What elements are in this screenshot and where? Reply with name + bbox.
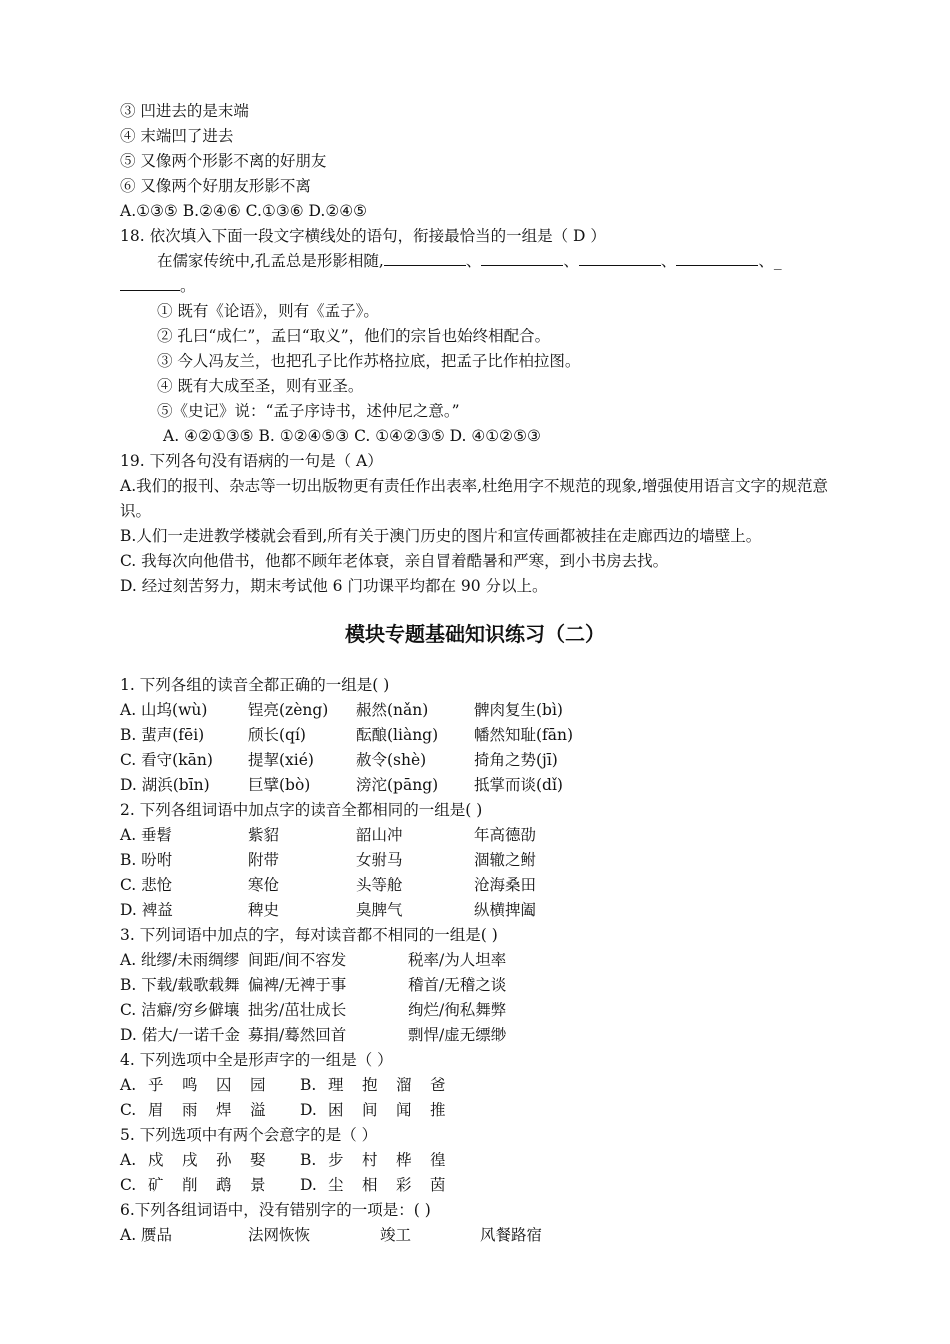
q1-option-d [120, 773, 838, 798]
option-word: C. 洁癖/穷乡僻壤 [120, 1001, 240, 1019]
option-letter: B. [300, 1151, 317, 1169]
option-char: 矿 [148, 1176, 164, 1194]
option-word: 提挈(xié) [248, 751, 314, 769]
option-item-5: ⑤ 又像两个形影不离的好朋友 [120, 152, 327, 170]
option-char: 眉 [148, 1101, 164, 1119]
q19-stem: 19. 下列各句没有语病的一句是（ A） [120, 452, 383, 470]
option-word: 抵掌而谈(dǐ) [474, 776, 563, 794]
option-word: 涸辙之鲋 [474, 851, 537, 869]
option-letter: A. [120, 1076, 137, 1094]
option-item-4: ④ 末端凹了进去 [120, 127, 234, 145]
option-word: A. 赝品 [120, 1226, 173, 1244]
q2-option-a [120, 823, 838, 848]
option-word: 紫貂 [248, 826, 280, 844]
option-char: 闻 [396, 1101, 412, 1119]
option-word: C. 看守(kān) [120, 751, 213, 769]
q3-stem: 3. 下列词语中加点的字，每对读音都不相同的一组是( ) [120, 926, 498, 944]
option-char: 村 [362, 1151, 378, 1169]
q3-option-a [120, 948, 838, 973]
option-word: 间距/间不容发 [248, 951, 347, 969]
option-word: C. 悲怆 [120, 876, 173, 894]
option-letter: B. [300, 1076, 317, 1094]
option-letter: D. [300, 1176, 317, 1194]
blank-separator: 、 [563, 252, 579, 270]
q18-item-3: ③ 今人冯友兰，也把孔子比作苏格拉底，把孟子比作柏拉图。 [157, 352, 581, 370]
option-word: 巨擘(bò) [248, 776, 311, 794]
fill-blank [120, 274, 180, 291]
q18-item-5: ⑤《史记》说：“孟子序诗书，述仲尼之意。” [157, 402, 460, 420]
q4-options-cd [120, 1098, 838, 1123]
option-word: 女驸马 [356, 851, 403, 869]
q4-stem: 4. 下列选项中全是形声字的一组是（ ） [120, 1051, 393, 1069]
option-word: 赦令(shè) [356, 751, 427, 769]
q1-option-a [120, 698, 838, 723]
option-item-3: ③ 凹进去的是末端 [120, 102, 249, 120]
option-word: 风餐路宿 [480, 1226, 543, 1244]
q5-options-cd [120, 1173, 838, 1198]
q3-option-d [120, 1023, 838, 1048]
option-word: 髀肉复生(bì) [474, 701, 563, 719]
option-char: 理 [328, 1076, 344, 1094]
q19-option-d: D. 经过刻苦努力，期末考试他 6 门功课平均都在 90 分以上。 [120, 577, 548, 595]
option-char: 园 [250, 1076, 266, 1094]
option-word: A. 垂髫 [120, 826, 173, 844]
q1-option-b [120, 723, 838, 748]
option-char: 间 [362, 1101, 378, 1119]
option-word: 臭脾气 [356, 901, 403, 919]
option-letter: C. [120, 1176, 137, 1194]
option-word: 附带 [248, 851, 280, 869]
option-char: 娶 [250, 1151, 266, 1169]
option-word: 酝酿(liàng) [356, 726, 439, 744]
q3-option-c [120, 998, 838, 1023]
option-word: 韶山冲 [356, 826, 403, 844]
q5-options-ab [120, 1148, 838, 1173]
q18-item-2: ② 孔曰“成仁”，孟曰“取义”，他们的宗旨也始终相配合。 [157, 327, 551, 345]
option-char: 尘 [328, 1176, 344, 1194]
option-word: B. 蜚声(fēi) [120, 726, 205, 744]
option-word: 募捐/蓦然回首 [248, 1026, 347, 1044]
q2-option-d [120, 898, 838, 923]
option-char: 雨 [182, 1101, 198, 1119]
option-word: 幡然知耻(fān) [474, 726, 574, 744]
option-word: 沧海桑田 [474, 876, 537, 894]
fill-blank [676, 249, 758, 266]
option-word: 剽悍/虚无缥缈 [408, 1026, 507, 1044]
passage-period: 。 [180, 277, 196, 295]
q1-option-c [120, 748, 838, 773]
option-word: 拙劣/茁壮成长 [248, 1001, 347, 1019]
option-word: 头等舱 [356, 876, 403, 894]
option-word: 年高德劭 [474, 826, 537, 844]
q18-passage-text: 在儒家传统中,孔孟总是形影相随, [157, 252, 384, 270]
q18-answer-choices: A. ④②①③⑤ B. ①②④⑤③ C. ①④②③⑤ D. ④①②⑤③ [163, 427, 541, 445]
option-word: 法网恢恢 [248, 1226, 311, 1244]
option-char: 孙 [216, 1151, 232, 1169]
option-word: A. 山坞(wù) [120, 701, 208, 719]
option-letter: A. [120, 1151, 137, 1169]
option-word: 赧然(nǎn) [356, 701, 429, 719]
fill-blank [579, 249, 661, 266]
option-char: 困 [328, 1101, 344, 1119]
option-char: 鸣 [182, 1076, 198, 1094]
q17-answer-choices: A.①③⑤ B.②④⑥ C.①③⑥ D.②④⑤ [120, 202, 368, 220]
option-word: 颀长(qí) [248, 726, 306, 744]
blank-separator: 、 [660, 252, 677, 270]
option-word: 竣工 [380, 1226, 412, 1244]
q19-option-c: C. 我每次向他借书，他都不顾年老体衰，亲自冒着酷暑和严寒，到小书房去找。 [120, 552, 669, 570]
option-char: 溢 [250, 1101, 266, 1119]
blank-separator: 、 [465, 252, 482, 270]
option-char: 焊 [216, 1101, 232, 1119]
q3-option-b [120, 973, 838, 998]
q18-stem: 18. 依次填入下面一段文字横线处的语句，衔接最恰当的一组是（ D ） [120, 227, 606, 245]
option-word: 滂沱(pāng) [356, 776, 439, 794]
option-word: 掎角之势(jī) [474, 751, 558, 769]
option-char: 推 [430, 1101, 446, 1119]
blank-separator: 、_ [758, 252, 782, 270]
q2-option-b [120, 848, 838, 873]
option-char: 溜 [396, 1076, 412, 1094]
q18-passage [157, 249, 838, 274]
q18-item-1: ① 既有《论语》，则有《孟子》。 [157, 302, 379, 320]
option-word: 稗史 [248, 901, 280, 919]
option-word: 纵横捭阖 [474, 901, 537, 919]
q4-options-ab [120, 1073, 838, 1098]
q6-option-a [120, 1223, 838, 1248]
option-word: A. 纰缪/未雨绸缪 [120, 951, 240, 969]
option-word: D. 湖浜(bīn) [120, 776, 210, 794]
option-char: 鹉 [216, 1176, 232, 1194]
option-item-6: ⑥ 又像两个好朋友形影不离 [120, 177, 311, 195]
option-word: 偏裨/无裨于事 [248, 976, 347, 994]
fill-blank [481, 249, 563, 266]
q2-option-c [120, 873, 838, 898]
q6-stem: 6.下列各组词语中，没有错别字的一项是：( ) [120, 1201, 431, 1219]
option-word: B. 下载/载歌载舞 [120, 976, 240, 994]
q19-option-b: B.人们一走进教学楼就会看到,所有关于澳门历史的图片和宣传画都被挂在走廊西边的墙壁上。 [120, 527, 762, 545]
option-char: 戍 [148, 1151, 164, 1169]
option-letter: C. [120, 1101, 137, 1119]
option-word: 绚烂/徇私舞弊 [408, 1001, 507, 1019]
q19-option-a: A.我们的报刊、杂志等一切出版物更有责任作出表率,杜绝用字不规范的现象,增强使用语言文字的规范意识。 [120, 477, 828, 520]
option-word: D. 裨益 [120, 901, 173, 919]
option-char: 爸 [430, 1076, 446, 1094]
option-char: 囚 [216, 1076, 232, 1094]
q18-passage-end [120, 274, 838, 299]
fill-blank [384, 249, 466, 266]
option-char: 景 [250, 1176, 266, 1194]
option-word: 寒伧 [248, 876, 280, 894]
q5-stem: 5. 下列选项中有两个会意字的是（ ） [120, 1126, 378, 1144]
option-word: B. 吩咐 [120, 851, 173, 869]
q18-item-4: ④ 既有大成至圣，则有亚圣。 [157, 377, 364, 395]
q2-stem: 2. 下列各组词语中加点字的读音全都相同的一组是( ) [120, 801, 483, 819]
option-letter: D. [300, 1101, 317, 1119]
option-char: 抱 [362, 1076, 378, 1094]
option-word: 稽首/无稽之谈 [408, 976, 507, 994]
option-char: 桦 [396, 1151, 412, 1169]
q1-stem: 1. 下列各组的读音全都正确的一组是( ) [120, 676, 390, 694]
option-char: 茵 [430, 1176, 446, 1194]
option-char: 相 [362, 1176, 378, 1194]
option-word: 锃亮(zèng) [248, 701, 329, 719]
option-char: 徨 [430, 1151, 446, 1169]
option-char: 戌 [182, 1151, 198, 1169]
section-title: 模块专题基础知识练习（二） [345, 622, 605, 646]
option-char: 乎 [148, 1076, 164, 1094]
option-char: 削 [182, 1176, 198, 1194]
option-char: 彩 [396, 1176, 412, 1194]
option-char: 步 [328, 1151, 344, 1169]
option-word: 税率/为人坦率 [408, 951, 507, 969]
option-word: D. 偌大/一诺千金 [120, 1026, 240, 1044]
